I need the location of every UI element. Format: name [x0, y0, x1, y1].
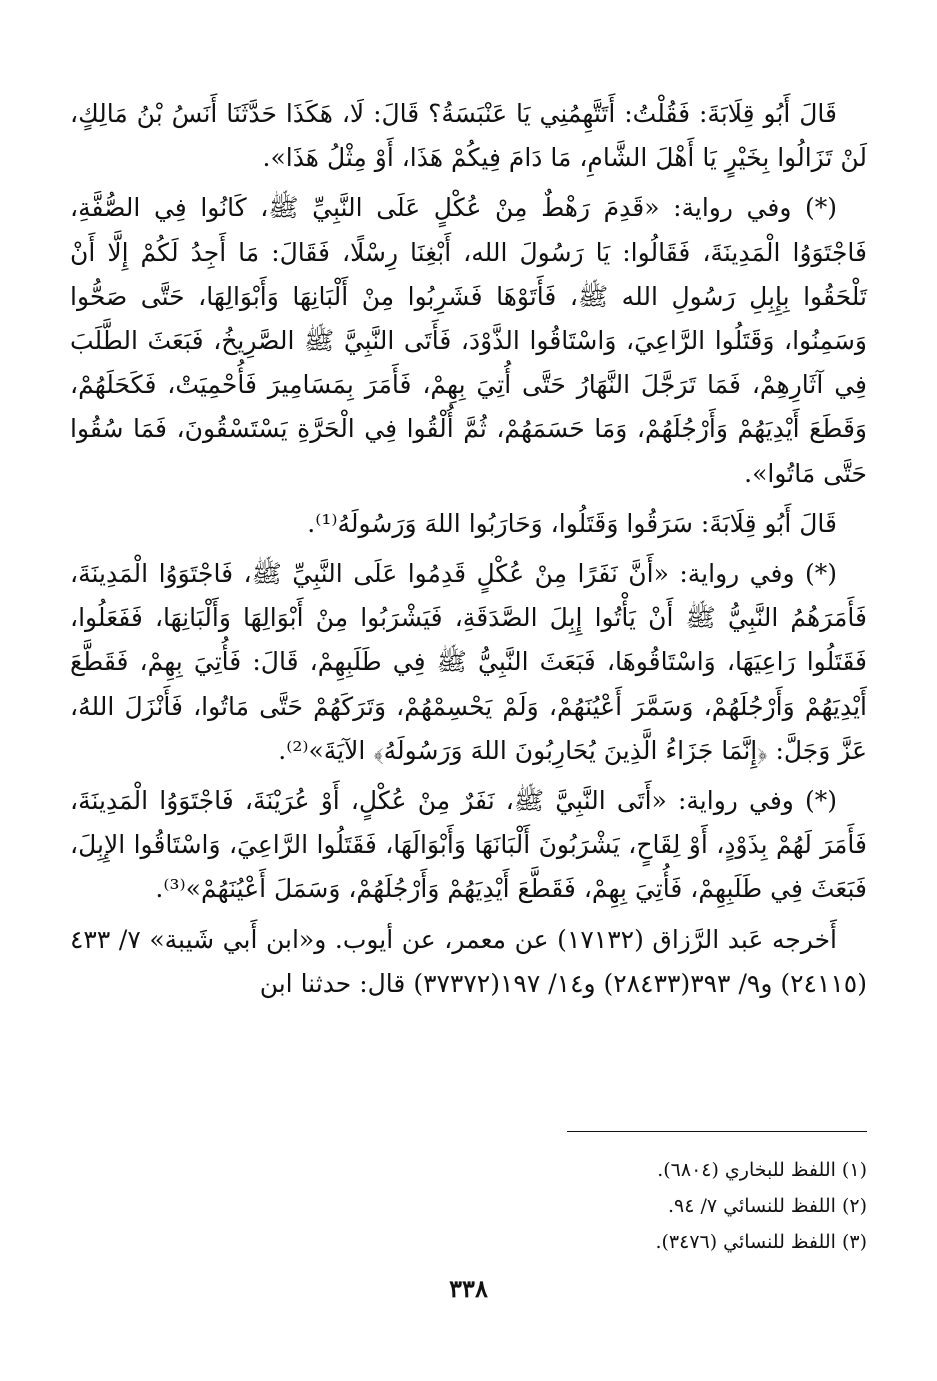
paragraph-riwayah-ukl-suffah: (*) وفي رواية: «قَدِمَ رَهْطٌ مِنْ عُكْلٍ عَلَى النَّبِيِّ ﷺ، كَانُوا فِي الصُّفَّةِ، فَاجْتَوَوُا الْمَدِينَةَ، فَقَالُوا: يَا رَسُولَ الله، أَبْغِنَا رِسْلًا، فَقَالَ: مَا أَجِدُ لَكُمْ إِلَّا أَنْ تَلْحَقُوا بِإِبِلِ رَسُولِ الله ﷺ، فَأَتَوْهَا فَشَرِبُوا مِنْ أَلْبَانِهَا وَأَبْوَالِهَا، حَتَّى صَحُّوا وَسَمِنُوا، وَقَتَلُوا الرَّاعِيَ، وَاسْتَاقُوا الذَّوْدَ، فَأَتَى النَّبِيَّ ﷺ الصَّرِيخُ، فَبَعَثَ الطَّلَبَ فِي آثَارِهِمْ، فَمَا تَرَجَّلَ النَّهَارُ حَتَّى أُتِيَ بِهِمْ، فَأَمَرَ بِمَسَامِيرَ فَأُحْمِيَتْ، فَكَحَلَهُمْ، وَقَطَعَ أَيْدِيَهُمْ وَأَرْجُلَهُمْ، وَمَا حَسَمَهُمْ، ثُمَّ أُلْقُوا فِي الْحَرَّةِ يَسْتَسْقُونَ، فَمَا سُقُوا حَتَّى مَاتُوا». [70, 193, 867, 488]
page-number: ٣٣٨ [449, 1274, 488, 1303]
paragraph-riwayah-ibil-sadaqah: (*) وفي رواية: «أَنَّ نَفَرًا مِنْ عُكْلٍ قَدِمُوا عَلَى النَّبِيِّ ﷺ، فَاجْتَوَوُا الْمَدِينَةَ، فَأَمَرَهُمُ النَّبِيُّ ﷺ أَنْ يَأْتُوا إِبِلَ الصَّدَقَةِ، فَيَشْرَبُوا مِنْ أَبْوَالِهَا وَأَلْبَانِهَا، فَفَعَلُوا، فَقَتَلُوا رَاعِيَهَا، وَاسْتَاقُوهَا، فَبَعَثَ النَّبِيُّ ﷺ فِي طَلَبِهِمْ، قَالَ: فَأُتِيَ بِهِمْ، فَقَطَّعَ أَيْدِيَهُمْ وَأَرْجُلَهُمْ، وَسَمَّرَ أَعْيُنَهُمْ، وَلَمْ يَحْسِمْهُمْ، وَتَرَكَهُمْ حَتَّى مَاتُوا، فَأَنْزَلَ اللهُ، عَزَّ وَجَلَّ: ﴿إِنَّمَا جَزَاءُ الَّذِينَ يُحَارِبُونَ اللهَ وَرَسُولَهُ﴾ الآيَةَ»⁽²⁾. [70, 559, 867, 765]
footnote-1: (١) اللفظ للبخاري (٦٨٠٤). [657, 1159, 867, 1181]
footnotes [70, 1152, 867, 1260]
main-text-body [70, 92, 867, 1006]
book-page [70, 92, 867, 1381]
paragraph-takhrij: أَخرجه عَبد الرَّزاق (١٧١٣٢) عن معمر، عن أيوب. و«ابن أَبي شَيبة» ٧/ ٤٣٣ (٢٤١١٥) و٩/ ٣٩٣(٢٨٤٣٣) و١٤/ ١٩٧(٣٧٣٧٢) قال: حدثنا ابن [70, 924, 867, 998]
footnote-3: (٣) اللفظ للنسائي (٣٤٧٦). [655, 1231, 867, 1253]
paragraph-riwayah-ukl-urainah: (*) وفي رواية: «أَتَى النَّبِيَّ ﷺ، نَفَرٌ مِنْ عُكْلٍ، أَوْ عُرَيْنَةَ، فَاجْتَوَوُا الْمَدِينَةَ، فَأَمَرَ لَهُمْ بِذَوْدٍ، أَوْ لِقَاحٍ، يَشْرَبُونَ أَلْبَانَهَا وَأَبْوَالَهَا، فَقَتَلُوا الرَّاعِيَ، وَاسْتَاقُوا الإِبِلَ، فَبَعَثَ فِي طَلَبِهِمْ، فَأُتِيَ بِهِمْ، فَقَطَّعَ أَيْدِيَهُمْ وَأَرْجُلَهُمْ، وَسَمَلَ أَعْيُنَهُمْ»⁽³⁾. [70, 786, 867, 904]
footnote-separator [567, 1131, 867, 1132]
footnote-2: (٢) اللفظ للنسائي ٧/ ٩٤. [668, 1195, 867, 1217]
paragraph-abu-qilabah-comment: قَالَ أَبُو قِلَابَةَ: سَرَقُوا وَقَتَلُوا، وَحَارَبُوا اللهَ وَرَسُولَهُ⁽¹⁾. [307, 508, 837, 538]
paragraph-abu-qilabah-dialogue: قَالَ أَبُو قِلَابَةَ: فَقُلْتُ: أَتَتَّهِمُنِي يَا عَنْبَسَةُ؟ قَالَ: لَا، هَكَذَا حَدَّثَنَا أَنَسُ بْنُ مَالِكٍ، لَنْ تَزَالُوا بِخَيْرٍ يَا أَهْلَ الشَّامِ، مَا دَامَ فِيكُمْ هَذَا، أَوْ مِثْلُ هَذَا». [70, 99, 867, 173]
